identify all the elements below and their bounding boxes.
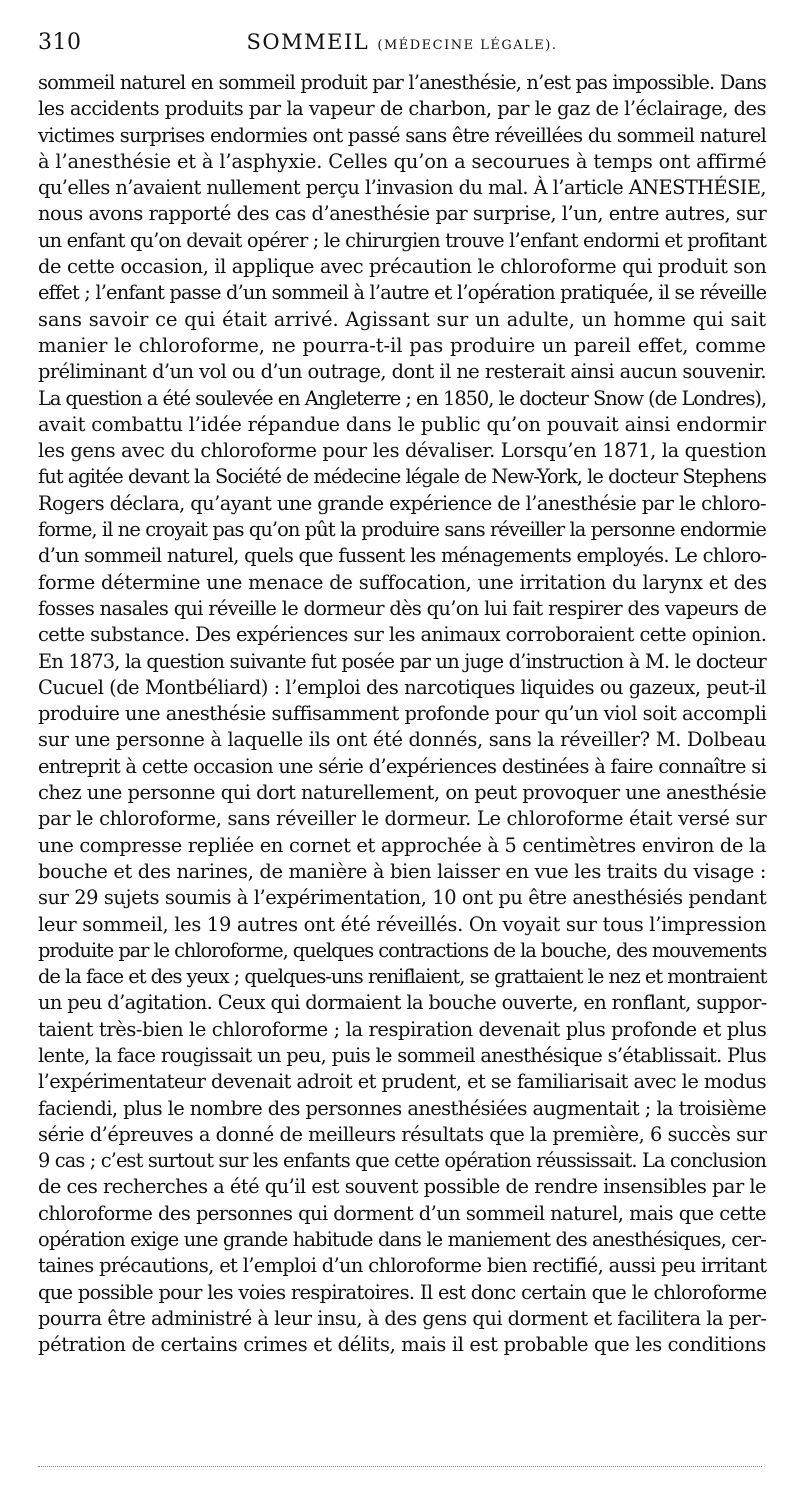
text-line: opération exige une grande habitude dans le maniement des anesthésiques, cer- — [38, 1228, 766, 1252]
text-line: lente, la face rougissait un peu, puis le sommeil anesthésique s’établissait. Plus — [38, 1043, 767, 1067]
text-line: de ces recherches a été qu’il est souvent possible de rendre insensibles par le — [38, 1175, 767, 1199]
text-line: pétration de certains crimes et délits, mais il est probable que les conditions — [38, 1333, 766, 1357]
running-head — [38, 30, 766, 54]
text-line: Rogers déclara, qu’ayant une grande expérience de l’anesthésie par le chloro- — [38, 491, 766, 515]
text-line: par le chloroforme, sans réveiller le dormeur. Le chloroforme était versé sur — [38, 807, 767, 831]
text-line: 9 cas ; c’est surtout sur les enfants que cette opération réussissait. La conclusion — [38, 1149, 766, 1173]
text-line: En 1873, la question suivante fut posée par un juge d’instruction à M. le docteur — [38, 649, 766, 673]
text-line: l’expérimentateur devenait adroit et prudent, et se familiarisait avec le modus — [38, 1070, 766, 1094]
text-line: de la face et des yeux ; quelques-uns reniflaient, se grattaient le nez et montraient — [38, 965, 767, 989]
text-line: une compresse repliée en cornet et approchée à 5 centimètres environ de la — [38, 833, 767, 857]
page-header — [38, 30, 766, 64]
running-head-subtitle: (MÉDECINE LÉGALE). — [377, 38, 558, 53]
text-line: qu’elles n’avaient nullement perçu l’invasion du mal. À l’article ANESTHÉSIE, — [38, 176, 766, 200]
text-line: La question a été soulevée en Angleterre ; en 1850, le docteur Snow (de Londres), — [38, 386, 767, 410]
text-line: un enfant qu’on devait opérer ; le chirurgien trouve l’enfant endormi et profitant — [38, 228, 767, 252]
text-line: produite par le chloroforme, quelques contractions de la bouche, des mouvements — [38, 938, 767, 962]
text-line: victimes surprises endormies ont passé sans être réveillées du sommeil naturel — [38, 123, 767, 147]
text-line: leur sommeil, les 19 autres ont été réveillés. On voyait sur tous l’impression — [38, 912, 767, 936]
body-text — [38, 70, 766, 1359]
text-line: avait combattu l’idée répandue dans le public qu’on pouvait ainsi endormir — [38, 412, 766, 436]
text-line: forme, il ne croyait pas qu’on pût la produire sans réveiller la personne endormie — [38, 518, 766, 542]
footer-rule — [38, 1466, 762, 1467]
text-line: les accidents produits par la vapeur de charbon, par le gaz de l’éclairage, des — [38, 97, 766, 121]
text-line: produire une anesthésie suffisamment profonde pour qu’un viol soit accompli — [38, 702, 767, 726]
text-line: sommeil naturel en sommeil produit par l’anesthésie, n’est pas impossible. Dans — [38, 71, 766, 94]
text-line: faciendi, plus le nombre des personnes anesthésiées augmentait ; la troisième — [38, 1096, 766, 1120]
text-line: sur une personne à laquelle ils ont été donnés, sans la réveiller? M. Dolbeau — [38, 728, 766, 752]
text-line: bouche et des narines, de manière à bien laisser en vue les traits du visage : — [38, 859, 767, 883]
text-line: chez une personne qui dort naturellement, on peut provoquer une anesthésie — [38, 781, 767, 805]
text-line: de cette occasion, il applique avec précaution le chloroforme qui produit son — [38, 255, 767, 279]
text-line: chloroforme des personnes qui dorment d’un sommeil naturel, mais que cette — [38, 1201, 766, 1225]
text-line: un peu d’agitation. Ceux qui dormaient la bouche ouverte, en ronflant, suppor- — [38, 991, 767, 1015]
text-line: effet ; l’enfant passe d’un sommeil à l’autre et l’opération pratiquée, il se réveille — [38, 281, 767, 305]
text-line: les gens avec du chloroforme pour les dévaliser. Lorsqu’en 1871, la question — [38, 439, 767, 463]
text-line: sur 29 sujets soumis à l’expérimentation, 10 ont pu être anesthésiés pendant — [38, 886, 767, 910]
text-line: préliminant d’un vol ou d’un outrage, dont il ne resterait ainsi aucun souvenir. — [38, 360, 766, 384]
page-number: 310 — [38, 30, 82, 55]
text-line: taient très-bien le chloroforme ; la respiration devenait plus profonde et plus — [38, 1017, 767, 1041]
text-line: fut agitée devant la Société de médecine légale de New-York, le docteur Stephens — [38, 465, 766, 489]
text-line: d’un sommeil naturel, quels que fussent les ménagements employés. Le chloro- — [38, 544, 767, 568]
text-line: à l’anesthésie et à l’asphyxie. Celles qu’on a secourues à temps ont affirmé — [38, 149, 767, 173]
text-line: forme détermine une menace de suffocation, une irritation du larynx et des — [38, 570, 767, 594]
text-line: manier le chloroforme, ne pourra-t-il pas produire un pareil effet, comme — [38, 333, 766, 357]
text-line: pourra être administré à leur insu, à des gens qui dorment et facilitera la per- — [38, 1306, 767, 1330]
text-line: Cucuel (de Montbéliard) : l’emploi des narcotiques liquides ou gazeux, peut-il — [38, 675, 766, 699]
text-line: entreprit à cette occasion une série d’expériences destinées à faire connaître si — [38, 754, 767, 778]
text-line: sans savoir ce qui était arrivé. Agissant sur un adulte, un homme qui sait — [38, 307, 766, 331]
text-line: taines précautions, et l’emploi d’un chloroforme bien rectifié, aussi peu irritant — [38, 1254, 767, 1278]
text-line: cette substance. Des expériences sur les animaux corroboraient cette opinion. — [38, 623, 767, 647]
text-line: nous avons rapporté des cas d’anesthésie par surprise, l’un, entre autres, sur — [38, 202, 767, 226]
text-line: série d’épreuves a donné de meilleurs résultats que la première, 6 succès sur — [38, 1122, 767, 1146]
text-line: fosses nasales qui réveille le dormeur dès qu’on lui fait respirer des vapeurs de — [38, 596, 767, 620]
text-line: que possible pour les voies respiratoires. Il est donc certain que le chloroforme — [38, 1280, 767, 1304]
running-head-title: SOMMEIL — [246, 30, 370, 54]
